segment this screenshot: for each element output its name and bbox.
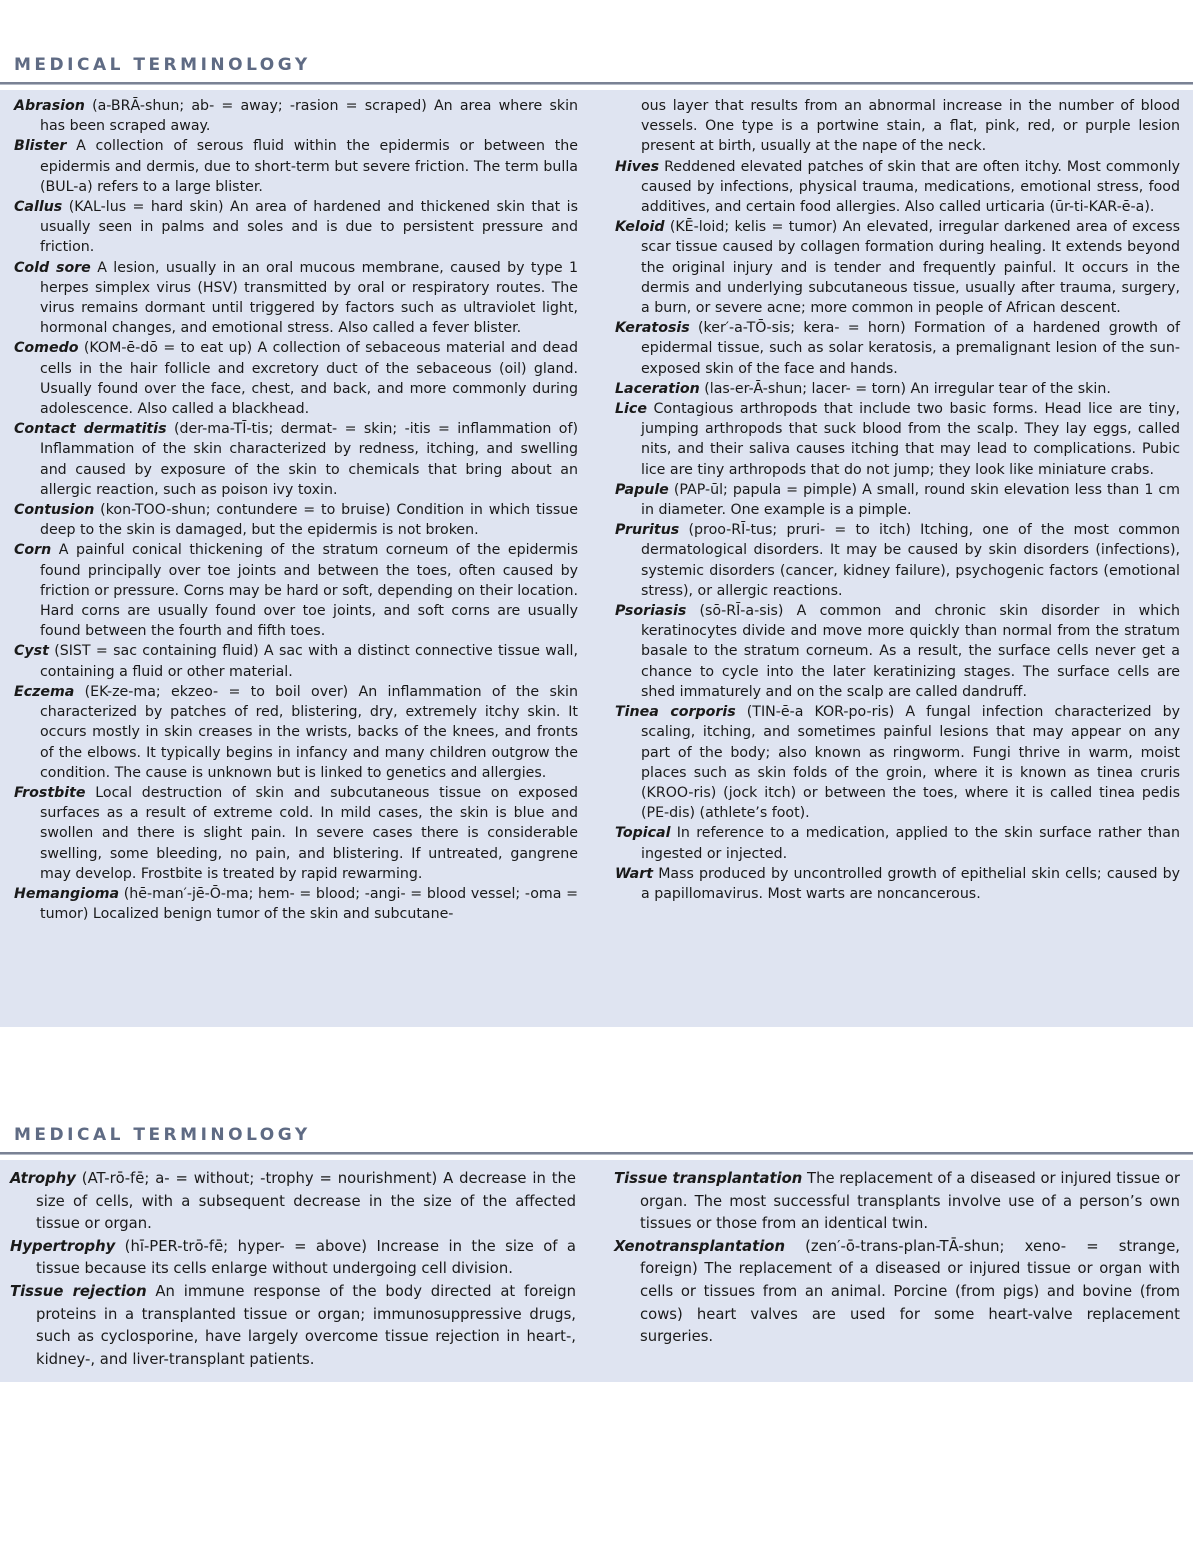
glossary-term: Keloid <box>615 219 665 236</box>
glossary-definition: (KĒ-loid; kelis = tumor) An elevated, irregular darkened area of excess scar tissue caused by collagen formation during healing. It extends beyond the original injury and is tender and frequently painful. It occurs in the dermis and underlying subcutaneous tissue, usually after trauma, surgery, a burn, or severe acne; more common in people of African descent. <box>641 219 1180 317</box>
left-column <box>14 96 578 924</box>
terminology-panel <box>0 1160 1193 1382</box>
glossary-term: Contusion <box>14 502 95 519</box>
glossary-term: Tinea corporis <box>615 704 736 721</box>
glossary-definition: (EK-ze-ma; ekzeo- = to boil over) An inflammation of the skin characterized by patches of red, blistering, dry, extremely itchy skin. It occurs mostly in skin creases in the wrists, backs of the knees, and fronts of the elbows. It typically begins in infancy and many children outgrow the condition. The cause is unknown but is linked to genetics and allergies. <box>40 683 578 781</box>
glossary-term: Tissue rejection <box>10 1282 147 1300</box>
glossary-term: Cyst <box>14 643 49 660</box>
glossary-term: Tissue transplantation <box>614 1170 803 1187</box>
glossary-definition: (KOM-ē-dō = to eat up) A collection of sebaceous material and dead cells in the hair follicle and excretory duct of the sebaceous (oil) gland. Usually found over the face, chest, and back, and more commonly during adolescence. Also called a blackhead. <box>40 340 578 418</box>
glossary-entry <box>10 1236 576 1281</box>
glossary-definition: (proo-RĪ-tus; pruri- = to itch) Itching, one of the most common dermatological disorders. It may be caused by skin disorders (infections), systemic disorders (cancer, kidney failure), psychogenic factors (emotional stress), or allergic reactions. <box>641 522 1180 599</box>
glossary-entry <box>614 1168 1180 1236</box>
glossary-term: Hives <box>615 158 660 175</box>
glossary-term: Blister <box>14 138 67 155</box>
glossary-entry <box>14 136 578 197</box>
glossary-entry <box>14 96 578 136</box>
glossary-term: Psoriasis <box>615 603 687 620</box>
glossary-term: Contact dermatitis <box>14 421 167 438</box>
glossary-definition: (SIST = sac containing fluid) A sac with a distinct connective tissue wall, containing a fluid or other material. <box>40 643 578 680</box>
glossary-definition: (AT-rō-fē; a- = without; -trophy = nourishment) A decrease in the size of cells, with a subsequent decrease in the size of the affected tissue or organ. <box>36 1170 576 1233</box>
glossary-entry <box>14 500 578 540</box>
glossary-entry <box>614 1236 1180 1349</box>
glossary-term: Hemangioma <box>14 885 120 902</box>
glossary-entry <box>615 864 1180 904</box>
glossary-term: Laceration <box>615 380 700 397</box>
glossary-definition: Reddened elevated patches of skin that are often itchy. Most commonly caused by infections, physical trauma, medications, emotional stress, food additives, and certain food allergies. Also called urticaria (ūr-ti-KAR-ē-a). <box>641 158 1180 216</box>
glossary-entry <box>14 884 578 924</box>
glossary-entry <box>14 641 578 681</box>
glossary-definition: (sō-RĪ-a-sis) A common and chronic skin disorder in which keratinocytes divide and move more quickly than normal from the stratum basale to the stratum corneum. As a result, the surface cells never get a chance to cycle into the later keratinizing stages. The surface cells are shed immaturely and on the scalp are called dandruff. <box>641 603 1180 700</box>
right-column <box>615 96 1180 904</box>
glossary-entry <box>10 1281 576 1371</box>
glossary-definition: (TIN-ē-a KOR-po-ris) A fungal infection characterized by scaling, itching, and sometimes painful lesions that may appear on any part of the body; also known as ringworm. Fungi thrive in warm, moist places such as skin folds of the groin, where it is known as tinea cruris (KROO-ris) (jock itch) or between the toes, where it is called tinea pedis (PE-dis) (athlete’s foot). <box>641 704 1180 822</box>
glossary-term: Cold sore <box>14 259 91 276</box>
glossary-entry <box>14 783 578 884</box>
glossary-entry <box>14 338 578 419</box>
glossary-entry <box>615 318 1180 379</box>
glossary-definition: (hē-man′-jē-Ō-ma; hem- = blood; -angi- = blood vessel; -oma = tumor) Localized benign tumor of the skin and subcutane- <box>40 885 578 923</box>
glossary-term: Atrophy <box>10 1170 76 1187</box>
glossary-term: Corn <box>14 542 52 559</box>
glossary-definition: A painful conical thickening of the stratum corneum of the epidermis found principally over toe joints and between the toes, often caused by friction or pressure. Corns may be hard or soft, depending on their location. Hard corns are usually found over toe joints, and soft corns are usually found between the fourth and fifth toes. <box>40 542 578 640</box>
glossary-term: Wart <box>615 865 654 882</box>
glossary-entry <box>615 702 1180 823</box>
glossary-entry <box>615 96 1180 157</box>
glossary-term: Eczema <box>14 683 75 700</box>
glossary-entry <box>615 480 1180 520</box>
glossary-definition: The replacement of a diseased or injured tissue or organ. The most successful transplants involve use of a person’s own tissues or those from an identical twin. <box>640 1170 1180 1233</box>
glossary-term: Comedo <box>14 340 79 357</box>
glossary-definition: ous layer that results from an abnormal increase in the number of blood vessels. One type is a portwine stain, a flat, pink, red, or purple lesion present at birth, usually at the nape of the neck. <box>641 98 1180 155</box>
glossary-term: Abrasion <box>14 98 85 114</box>
glossary-definition: (hī-PER-trō-fē; hyper- = above) Increase in the size of a tissue because its cells enlarge without undergoing cell division. <box>36 1237 576 1278</box>
glossary-entry <box>615 601 1180 702</box>
title-rule <box>0 1152 1193 1155</box>
glossary-term: Callus <box>14 199 63 216</box>
glossary-entry <box>615 217 1180 318</box>
left-column <box>10 1168 576 1371</box>
right-column <box>614 1168 1180 1349</box>
glossary-definition: (zen′-ō-trans-plan-TĀ-shun; xeno- = strange, foreign) The replacement of a diseased or injured tissue or organ with cells or tissues from an animal. Porcine (from pigs) and bovine (from cows) heart valves are used for some heart-valve replacement surgeries. <box>640 1237 1180 1346</box>
glossary-entry <box>615 157 1180 218</box>
glossary-entry <box>14 419 578 500</box>
glossary-entry <box>615 399 1180 480</box>
glossary-term: Frostbite <box>14 784 86 801</box>
glossary-definition: In reference to a medication, applied to the skin surface rather than ingested or injected. <box>641 825 1180 862</box>
title-rule <box>0 82 1193 85</box>
glossary-entry <box>615 379 1180 399</box>
terminology-panel <box>0 90 1193 1027</box>
glossary-definition: (a-BRĀ-shun; ab- = away; -rasion = scraped) An area where skin has been scraped away. <box>40 98 578 135</box>
glossary-entry <box>10 1168 576 1236</box>
glossary-term: Topical <box>615 825 671 842</box>
glossary-definition: (ker′-a-TŌ-sis; kera- = horn) Formation of a hardened growth of epidermal tissue, such as solar keratosis, a premalignant lesion of the sun-exposed skin of the face and hands. <box>641 320 1180 377</box>
glossary-entry <box>14 682 578 783</box>
glossary-definition: (kon-TOO-shun; contundere = to bruise) Condition in which tissue deep to the skin is damaged, but the epidermis is not broken. <box>40 502 578 539</box>
section-title: MEDICAL TERMINOLOGY <box>14 1125 311 1145</box>
glossary-definition: Mass produced by uncontrolled growth of epithelial skin cells; caused by a papillomavirus. Most warts are noncancerous. <box>641 865 1180 902</box>
glossary-entry <box>615 823 1180 863</box>
glossary-definition: (KAL-lus = hard skin) An area of hardened and thickened skin that is usually seen in palms and soles and is due to persistent pressure and friction. <box>40 199 578 256</box>
glossary-definition: Contagious arthropods that include two basic forms. Head lice are tiny, jumping arthropods that suck blood from the scalp. They lay eggs, called nits, and their saliva causes itching that may lead to complications. Pubic lice are tiny arthropods that do not jump; they look like miniature crabs. <box>641 401 1180 478</box>
glossary-definition: (der-ma-TĪ-tis; dermat- = skin; -itis = inflammation of) Inflammation of the skin characterized by redness, itching, and swelling and caused by exposure of the skin to chemicals that bring about an allergic reaction, such as poison ivy toxin. <box>40 421 578 498</box>
glossary-term: Keratosis <box>615 320 690 337</box>
glossary-term: Xenotransplantation <box>614 1237 785 1255</box>
glossary-definition: An immune response of the body directed at foreign proteins in a transplanted tissue or organ; immunosuppressive drugs, such as cyclosporine, have largely overcome tissue rejection in heart-, kidney-, and liver-transplant patients. <box>36 1282 576 1368</box>
glossary-term: Hypertrophy <box>10 1237 116 1255</box>
glossary-entry <box>14 197 578 258</box>
glossary-term: Pruritus <box>615 522 680 539</box>
glossary-definition: (las-er-Ā-shun; lacer- = torn) An irregular tear of the skin. <box>699 380 1111 397</box>
section-title: MEDICAL TERMINOLOGY <box>14 55 311 75</box>
glossary-definition: Local destruction of skin and subcutaneous tissue on exposed surfaces as a result of extreme cold. In mild cases, the skin is blue and swollen and there is slight pain. In severe cases there is considerable swelling, some bleeding, no pain, and blistering. If untreated, gangrene may develop. Frostbite is treated by rapid rewarming. <box>40 784 578 882</box>
glossary-term: Lice <box>615 401 647 418</box>
glossary-term: Papule <box>615 481 669 498</box>
glossary-definition: A lesion, usually in an oral mucous membrane, caused by type 1 herpes simplex virus (HSV) transmitted by oral or respiratory routes. The virus remains dormant until triggered by factors such as ultraviolet light, hormonal changes, and emotional stress. Also called a fever blister. <box>40 259 578 337</box>
glossary-entry <box>14 258 578 339</box>
glossary-entry <box>14 540 578 641</box>
glossary-entry <box>615 520 1180 601</box>
glossary-definition: (PAP-ūl; papula = pimple) A small, round skin elevation less than 1 cm in diameter. One example is a pimple. <box>641 481 1180 519</box>
glossary-definition: A collection of serous fluid within the epidermis or between the epidermis and dermis, due to short-term but severe friction. The term bulla (BUL-a) refers to a large blister. <box>40 138 578 195</box>
